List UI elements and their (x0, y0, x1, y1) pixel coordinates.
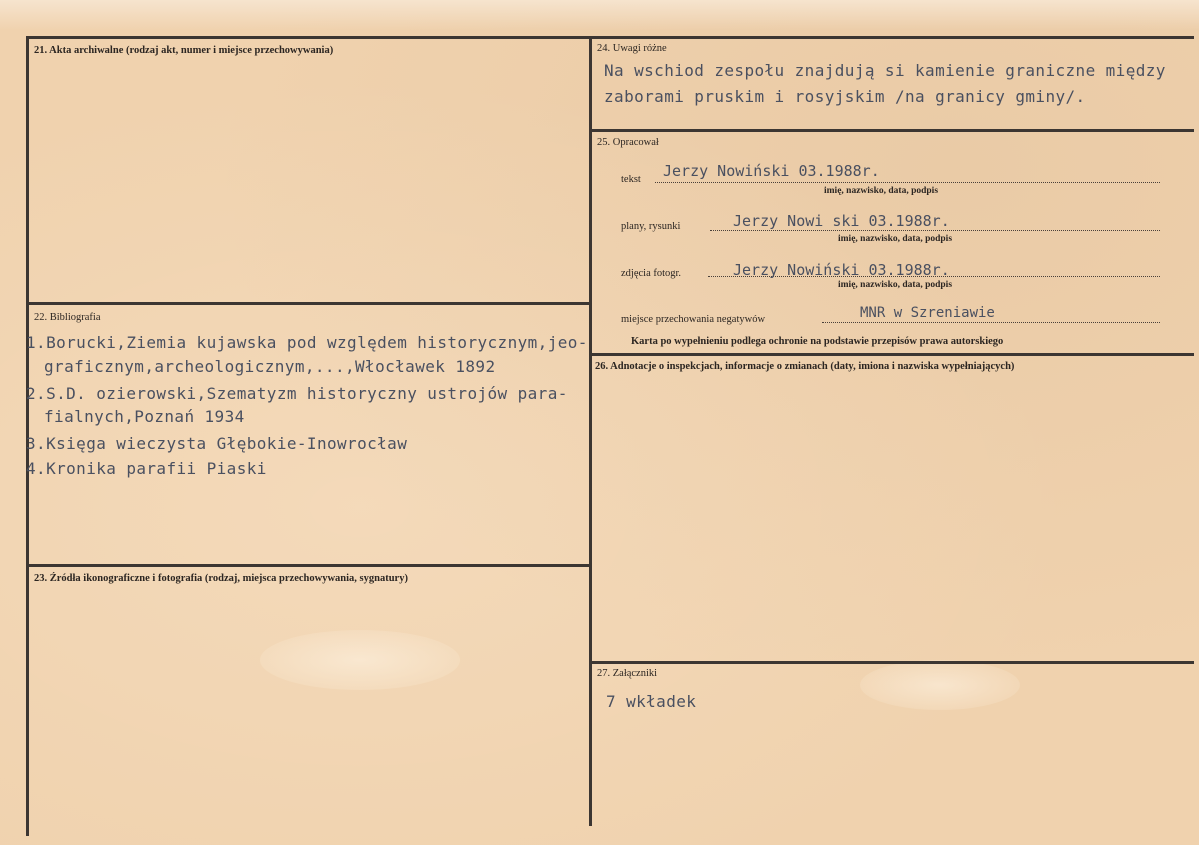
s25-tekst-label: tekst (621, 174, 641, 185)
s27-value: 7 wkładek (606, 692, 697, 711)
s22-line-6: 4.Kronika parafii Piaski (26, 459, 267, 478)
s25-plany-caption: imię, nazwisko, data, podpis (838, 234, 953, 244)
s22-line-2: graficznym,archeologicznym,...,Włocławek 1892 (44, 357, 496, 376)
s24-label: 24. Uwagi różne (597, 43, 667, 54)
s25-tekst-value: Jerzy Nowiński 03.1988r. (663, 162, 880, 180)
s22-label: 22. Bibliografia (34, 312, 101, 323)
card-top-edge (0, 0, 1199, 30)
s25-zdjecia-caption: imię, nazwisko, data, podpis (838, 280, 953, 290)
s25-label: 25. Opracował (597, 137, 659, 148)
s22-line-5: 3.Księga wieczysta Głębokie-Inowrocław (26, 434, 408, 453)
s21-label: 21. Akta archiwalne (rodzaj akt, numer i miejsce przechowywania) (34, 45, 334, 56)
rule-s22 (28, 302, 590, 305)
s25-negatywy-label: miejsce przechowania negatywów (621, 314, 766, 325)
s25-zdjecia-value: Jerzy Nowiński 03.1988r. (733, 261, 950, 279)
s26-label: 26. Adnotacje o inspekcjach, informacje o zmianach (daty, imiona i nazwiska wypełniających) (595, 361, 1015, 372)
s25-negatywy-value: MNR w Szreniawie (860, 305, 995, 321)
s23-label: 23. Źródła ikonograficzne i fotografia (rodzaj, miejsca przechowywania, sygnatury) (34, 573, 408, 584)
s25-plany-value: Jerzy Nowi ski 03.1988r. (733, 212, 950, 230)
s25-plany-label: plany, rysunki (621, 221, 681, 232)
s22-line-4: fialnych,Poznań 1934 (44, 407, 245, 426)
s27-label: 27. Załączniki (597, 668, 658, 679)
s25-negatywy-line (822, 322, 1160, 323)
center-divider (589, 36, 592, 826)
s25-tekst-line (655, 182, 1160, 183)
paper-stain (260, 630, 460, 690)
rule-s26 (590, 353, 1194, 356)
paper-stain (860, 660, 1020, 710)
s24-line-1: Na wschiod zespołu znajdują si kamienie graniczne między (604, 61, 1166, 80)
top-rule (28, 36, 1194, 39)
rule-s23 (28, 564, 590, 567)
s22-line-1: 1.Borucki,Ziemia kujawska pod względem historycznym,jeo- (26, 333, 588, 352)
s25-zdjecia-label: zdjęcia fotogr. (621, 268, 682, 279)
s25-tekst-caption: imię, nazwisko, data, podpis (824, 186, 939, 196)
rule-s27 (590, 661, 1194, 664)
s25-copyright-note: Karta po wypełnieniu podlega ochronie na podstawie przepisów prawa autorskiego (631, 336, 1004, 347)
s22-line-3: 2.S.D. ozierowski,Szematyzm historyczny ustrojów para- (26, 384, 568, 403)
s24-line-2: zaborami pruskim i rosyjskim /na granicy gminy/. (604, 87, 1086, 106)
s25-plany-line (710, 230, 1160, 231)
rule-s25 (590, 129, 1194, 132)
